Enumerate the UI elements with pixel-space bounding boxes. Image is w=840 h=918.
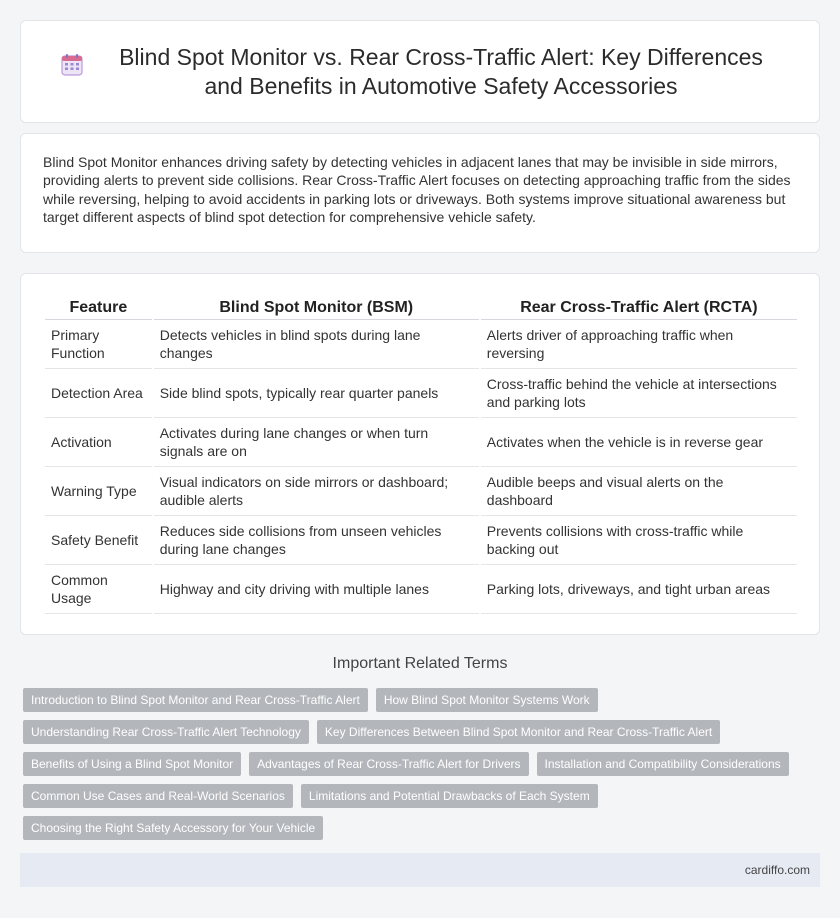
- related-term-tag[interactable]: Limitations and Potential Drawbacks of Each System: [301, 784, 598, 808]
- rcta-cell: Cross-traffic behind the vehicle at intersections and parking lots: [481, 369, 797, 418]
- table-header-row: [45, 295, 797, 320]
- rcta-cell: Activates when the vehicle is in reverse gear: [481, 418, 797, 467]
- feature-cell: Activation: [45, 418, 152, 467]
- intro-text: Blind Spot Monitor enhances driving safety by detecting vehicles in adjacent lanes that may be invisible in side mirrors, providing alerts to prevent side collisions. Rear Cross-Traffic Alert focuses on detecting approaching traffic from the sides while reversing, helping to avoid accidents in parking lots or driveways. Both systems improve situational awareness but target different aspects of blind spot detection for comprehensive vehicle safety.: [43, 154, 791, 225]
- bsm-cell: Reduces side collisions from unseen vehicles during lane changes: [154, 516, 479, 565]
- related-term-tag[interactable]: How Blind Spot Monitor Systems Work: [376, 688, 598, 712]
- intro-card: [20, 133, 820, 253]
- table-row: [45, 320, 797, 369]
- header-rcta: Rear Cross-Traffic Alert (RCTA): [481, 295, 797, 320]
- page-title: Blind Spot Monitor vs. Rear Cross-Traffic Alert: Key Differences and Benefits in Automotive Safety Accessories: [119, 43, 763, 99]
- related-term-tag[interactable]: Common Use Cases and Real-World Scenarios: [23, 784, 293, 808]
- bsm-cell: Detects vehicles in blind spots during lane changes: [154, 320, 479, 369]
- comparison-card: [20, 273, 820, 635]
- feature-cell: Safety Benefit: [45, 516, 152, 565]
- related-term-tag[interactable]: Advantages of Rear Cross-Traffic Alert for Drivers: [249, 752, 528, 776]
- table-row: [45, 516, 797, 565]
- feature-cell: Primary Function: [45, 320, 152, 369]
- feature-cell: Warning Type: [45, 467, 152, 516]
- comparison-table: [43, 295, 799, 614]
- rcta-cell: Parking lots, driveways, and tight urban areas: [481, 565, 797, 614]
- feature-cell: Common Usage: [45, 565, 152, 614]
- related-term-tag[interactable]: Introduction to Blind Spot Monitor and Rear Cross-Traffic Alert: [23, 688, 368, 712]
- bsm-cell: Visual indicators on side mirrors or dashboard; audible alerts: [154, 467, 479, 516]
- related-terms-title: Important Related Terms: [332, 655, 508, 672]
- header-feature: Feature: [45, 295, 152, 320]
- related-term-tag[interactable]: Key Differences Between Blind Spot Monitor and Rear Cross-Traffic Alert: [317, 720, 720, 744]
- table-row: [45, 565, 797, 614]
- bsm-cell: Highway and city driving with multiple lanes: [154, 565, 479, 614]
- table-row: [45, 369, 797, 418]
- table-row: [45, 467, 797, 516]
- related-term-tag[interactable]: Understanding Rear Cross-Traffic Alert Technology: [23, 720, 309, 744]
- related-term-tag[interactable]: Choosing the Right Safety Accessory for Your Vehicle: [23, 816, 323, 840]
- related-term-tag[interactable]: Benefits of Using a Blind Spot Monitor: [23, 752, 241, 776]
- calendar-icon: [60, 53, 84, 77]
- title-wrap: [60, 43, 780, 101]
- feature-cell: Detection Area: [45, 369, 152, 418]
- rcta-cell: Prevents collisions with cross-traffic while backing out: [481, 516, 797, 565]
- related-term-tag[interactable]: Installation and Compatibility Considerations: [537, 752, 789, 776]
- title-card: [20, 20, 820, 123]
- footer: [20, 853, 820, 887]
- header-bsm: Blind Spot Monitor (BSM): [154, 295, 479, 320]
- bsm-cell: Side blind spots, typically rear quarter panels: [154, 369, 479, 418]
- footer-site-link[interactable]: cardiffo.com: [744, 863, 810, 877]
- rcta-cell: Audible beeps and visual alerts on the dashboard: [481, 467, 797, 516]
- bsm-cell: Activates during lane changes or when turn signals are on: [154, 418, 479, 467]
- rcta-cell: Alerts driver of approaching traffic when reversing: [481, 320, 797, 369]
- related-terms-list: [23, 688, 823, 848]
- table-row: [45, 418, 797, 467]
